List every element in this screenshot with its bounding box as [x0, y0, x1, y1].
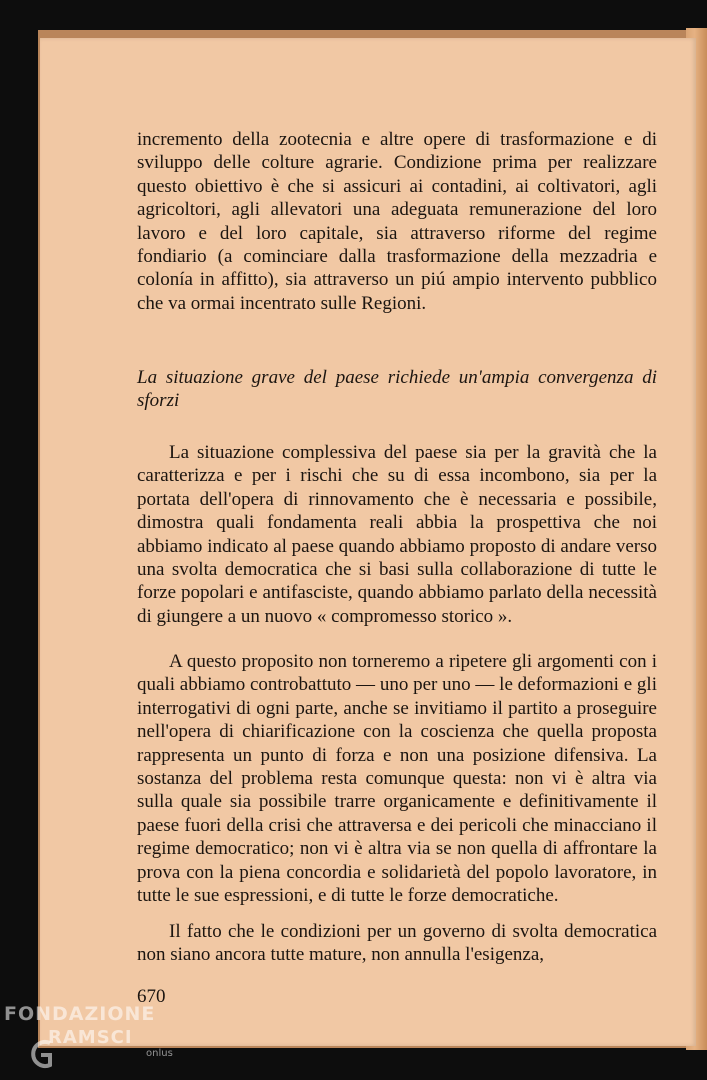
- watermark-line1: FONDAZIONE: [4, 1003, 156, 1025]
- watermark-suffix: onlus: [146, 1048, 173, 1059]
- section-heading: La situazione grave del paese richiede un'ampia convergenza di sforzi: [137, 367, 657, 412]
- paragraph-3: A questo proposito non torneremo a ripetere gli argomenti con i quali abbiamo controbattuto — uno per uno — le deformazioni e gli interrogativi di ogni parte, anche se invitiamo il partito a proseguire nell'opera di chiarificazione con la coscienza che quella proposta rappresenta un punto di forza e non una posizione difensiva. La sostanza del problema resta comunque questa: non vi è altra via sulla quale sia possibile trarre organicamente e definitivamente il paese fuori della crisi che attraversa e dei pericoli che minacciano il regime democratico; non vi è altra via se non quella di affrontare la prova con la piena concordia e solidarietà del popolo lavoratore, in tutte le sue espressioni, e di tutte le forze democratiche.: [137, 651, 657, 907]
- page-number: 670: [137, 986, 166, 1007]
- paragraph-1: incremento della zootecnia e altre opere di trasformazione e di sviluppo delle colture agrarie. Condizione prima per realizzare questo obiettivo è che si assicuri ai contadini, ai coltivatori, agli agricoltori, agli allevatori una adeguata remunerazione del loro lavoro e del loro capitale, sia attraverso riforme del regime fondiario (a cominciare dalla trasformazione della mezzadria e colonía in affitto), sia attraverso un piú ampio intervento pubblico che va ormai incentrato sulle Regioni.: [137, 129, 657, 314]
- paragraph-4: Il fatto che le condizioni per un governo di svolta democratica non siano ancora tutte mature, non annulla l'esigenza,: [137, 921, 657, 966]
- watermark-line2: RAMSCI: [48, 1027, 133, 1048]
- paragraph-2: La situazione complessiva del paese sia per la gravità che la caratterizza e per i rischi che su di essa incombono, sia per la portata dell'opera di rinnovamento che è necessaria e possibile, dimostra quali fondamenta reali abbia la prospettiva che noi abbiamo indicato al paese quando abbiamo proposto di andare verso una svolta democratica che si basi sulla collaborazione di tutte le forze popolari e antifasciste, quando abbiamo parlato della necessità di giungere a un nuovo « compromesso storico ».: [137, 442, 657, 627]
